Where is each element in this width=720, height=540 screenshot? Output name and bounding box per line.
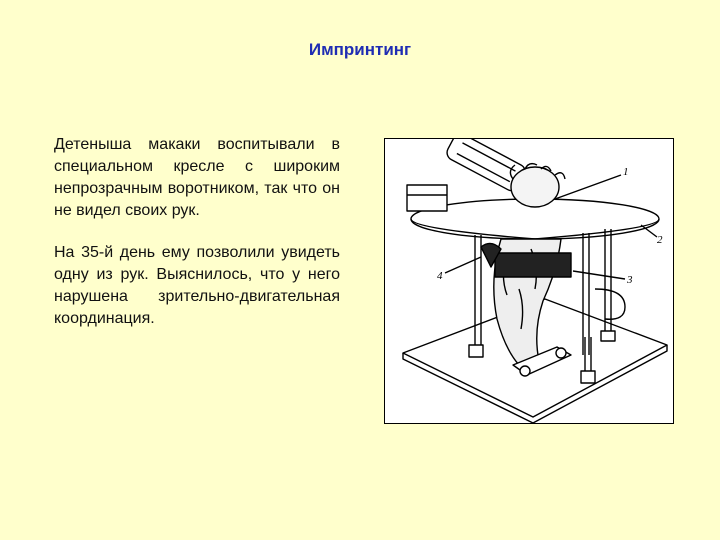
paragraph-1: Детеныша макаки воспитывали в специальном кресле с широким непрозрачным воротником, так что он не видел своих рук.	[54, 136, 340, 219]
figure-label-2: 2	[657, 234, 663, 246]
illustration-drawing	[385, 139, 673, 423]
paragraph-2: На 35-й день ему позволили увидеть одну из рук. Выяснилось, что у него нарушена зрительно-двигательная координация.	[54, 244, 340, 327]
figure-label-1: 1	[623, 166, 629, 178]
figure-label-4: 4	[437, 270, 443, 282]
monkey-chair-illustration	[384, 138, 674, 424]
slide-title: Импринтинг	[308, 40, 412, 59]
monkey-tail	[595, 289, 625, 319]
body-text	[54, 134, 340, 350]
monkey-head	[511, 167, 559, 207]
figure-label-3: 3	[627, 274, 633, 286]
arm-restraint	[495, 253, 571, 277]
